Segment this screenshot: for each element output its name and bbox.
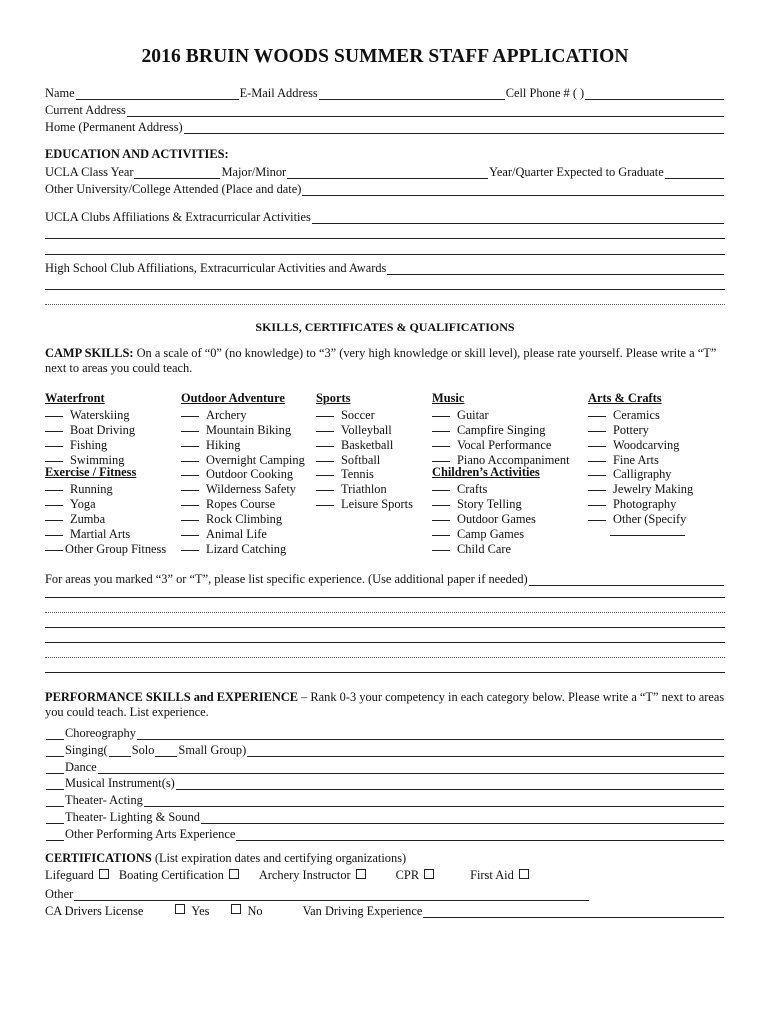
- rating-blank[interactable]: [46, 777, 64, 790]
- skill-item[interactable]: [432, 525, 570, 540]
- other-univ-field[interactable]: [302, 183, 724, 196]
- solo-label: Solo: [131, 743, 155, 757]
- skill-item[interactable]: [316, 451, 413, 466]
- solo-blank[interactable]: [109, 744, 131, 757]
- skill-item[interactable]: [588, 406, 693, 421]
- experience-line-6[interactable]: [45, 672, 725, 673]
- skill-label: Waterskiing: [70, 407, 130, 422]
- rating-blank[interactable]: [432, 451, 450, 462]
- rating-blank[interactable]: [181, 406, 199, 417]
- rating-blank[interactable]: [588, 451, 606, 462]
- instrument-label: Musical Instrument(s): [65, 776, 175, 790]
- clubs-line-2[interactable]: [45, 238, 725, 239]
- rating-blank[interactable]: [46, 794, 64, 807]
- skill-item[interactable]: [181, 465, 305, 480]
- rating-blank[interactable]: [432, 406, 450, 417]
- skill-item[interactable]: [432, 421, 570, 436]
- first-aid-checkbox[interactable]: [519, 869, 529, 879]
- rating-blank[interactable]: [316, 421, 334, 432]
- rating-blank[interactable]: [316, 451, 334, 462]
- personal-row: [45, 84, 725, 100]
- skill-item[interactable]: [316, 495, 413, 510]
- rating-blank[interactable]: [46, 744, 64, 757]
- skill-item[interactable]: [432, 451, 570, 466]
- clubs-line-3[interactable]: [45, 254, 725, 255]
- lighting-label: Theater- Lighting & Sound: [65, 810, 200, 824]
- skill-label: Woodcarving: [613, 437, 680, 452]
- cpr-checkbox[interactable]: [424, 869, 434, 879]
- rating-blank[interactable]: [588, 510, 606, 521]
- cpr-label: CPR: [395, 868, 420, 882]
- skill-label: Camp Games: [457, 527, 525, 542]
- skill-label: Swimming: [70, 452, 125, 467]
- skill-item[interactable]: [181, 436, 305, 451]
- other-univ-label: Other University/College Attended (Place and date): [45, 182, 302, 196]
- major-field[interactable]: [287, 166, 488, 179]
- rating-blank[interactable]: [588, 436, 606, 447]
- skill-label: Other (Specify: [613, 512, 687, 527]
- other-univ-row: [45, 180, 725, 196]
- archery-instructor-checkbox[interactable]: [356, 869, 366, 879]
- rating-blank[interactable]: [432, 525, 450, 536]
- skill-label: Boat Driving: [70, 422, 136, 437]
- license-yes-label: Yes: [191, 904, 210, 918]
- email-label: E-Mail Address: [239, 86, 318, 100]
- hs-line-2[interactable]: [45, 289, 725, 290]
- skill-label: Ceramics: [613, 407, 660, 422]
- skill-label: Archery: [206, 407, 247, 422]
- skill-item[interactable]: [45, 436, 166, 451]
- skill-item[interactable]: [45, 495, 166, 510]
- camp-skills-text: On a scale of “0” (no knowledge) to “3” (very high knowledge or skill level), please rate yourself. Please write a “T” next to areas you could teach.: [45, 346, 717, 375]
- sports-column: [316, 391, 413, 510]
- skill-item[interactable]: [181, 495, 305, 510]
- skill-label: Other Group Fitness: [65, 541, 167, 556]
- rating-blank[interactable]: [432, 510, 450, 521]
- skill-label: Rock Climbing: [206, 512, 283, 527]
- hs-row: [45, 259, 725, 275]
- skill-item[interactable]: [181, 406, 305, 421]
- skill-label: Overnight Camping: [206, 452, 305, 467]
- skill-item[interactable]: [432, 436, 570, 451]
- cell-field[interactable]: [585, 87, 724, 100]
- van-label: Van Driving Experience: [302, 904, 423, 918]
- rating-blank[interactable]: [45, 495, 63, 506]
- skill-item[interactable]: [45, 451, 166, 466]
- instrument-field[interactable]: [176, 777, 724, 790]
- rating-blank[interactable]: [45, 540, 63, 551]
- childrens-header: Children’s Activities: [432, 465, 540, 480]
- skill-label: Wilderness Safety: [206, 482, 296, 497]
- skill-item[interactable]: [588, 421, 693, 436]
- grad-field[interactable]: [665, 166, 724, 179]
- rating-blank[interactable]: [432, 421, 450, 432]
- rating-blank[interactable]: [316, 436, 334, 447]
- specific-experience-row: [45, 570, 725, 586]
- experience-line-5[interactable]: [45, 657, 725, 658]
- skill-label: Softball: [341, 452, 381, 467]
- experience-line-2[interactable]: [45, 612, 725, 613]
- singing-field[interactable]: [247, 744, 724, 757]
- license-no-checkbox[interactable]: [231, 904, 241, 914]
- rating-blank[interactable]: [432, 480, 450, 491]
- skill-label: Fishing: [70, 437, 108, 452]
- certification-checkboxes: [45, 868, 725, 883]
- outdoor-column: [181, 391, 305, 555]
- other-cert-label: Other: [45, 887, 74, 901]
- class-year-field[interactable]: [134, 166, 220, 179]
- license-yes-checkbox[interactable]: [175, 904, 185, 914]
- skill-item[interactable]: [316, 406, 413, 421]
- skill-item[interactable]: [181, 510, 305, 525]
- skill-label: Running: [70, 482, 113, 497]
- rating-blank[interactable]: [46, 761, 64, 774]
- home-address-row: [45, 118, 725, 134]
- instrument-row: [45, 774, 725, 790]
- skill-label: Outdoor Cooking: [206, 467, 294, 482]
- group-blank[interactable]: [155, 744, 177, 757]
- lifeguard-label: Lifeguard: [45, 868, 94, 882]
- skill-label: Triathlon: [341, 482, 387, 497]
- grad-label: Year/Quarter Expected to Graduate: [489, 165, 664, 179]
- lifeguard-checkbox[interactable]: [99, 869, 109, 879]
- rating-blank[interactable]: [45, 525, 63, 536]
- skill-item[interactable]: [181, 540, 305, 555]
- skill-label: Outdoor Games: [457, 512, 536, 527]
- skill-label: Calligraphy: [613, 467, 672, 482]
- skill-label: Animal Life: [206, 527, 267, 542]
- email-field[interactable]: [319, 87, 505, 100]
- arts-column: [588, 391, 693, 540]
- exercise-header: Exercise / Fitness: [45, 465, 137, 480]
- skill-item[interactable]: [588, 465, 693, 480]
- skill-label: Mountain Biking: [206, 422, 292, 437]
- camp-skills-intro: [45, 346, 725, 376]
- skill-item[interactable]: [588, 480, 693, 495]
- major-label: Major/Minor: [221, 165, 287, 179]
- skill-item[interactable]: [588, 495, 693, 510]
- other-cert-row: [45, 885, 590, 901]
- acting-label: Theater- Acting: [65, 793, 143, 807]
- skill-label: Crafts: [457, 482, 488, 497]
- license-label: CA Drivers License: [45, 904, 144, 918]
- skill-label: Piano Accompaniment: [457, 452, 570, 467]
- specific-experience-field[interactable]: [529, 573, 724, 586]
- rating-blank[interactable]: [588, 406, 606, 417]
- class-year-label: UCLA Class Year: [45, 165, 134, 179]
- current-address-field[interactable]: [127, 104, 724, 117]
- rating-blank[interactable]: [316, 465, 334, 476]
- clubs-field[interactable]: [312, 211, 724, 224]
- home-address-label: Home (Permanent Address): [45, 120, 183, 134]
- rating-blank[interactable]: [588, 495, 606, 506]
- rating-blank[interactable]: [432, 495, 450, 506]
- choreography-row: [45, 724, 725, 740]
- form-title: 2016 BRUIN WOODS SUMMER STAFF APPLICATION: [141, 46, 629, 67]
- rating-blank[interactable]: [45, 510, 63, 521]
- skill-item[interactable]: [588, 451, 693, 466]
- other-specify-field[interactable]: [588, 525, 693, 540]
- skill-label: Yoga: [70, 497, 96, 512]
- license-row: [45, 902, 725, 918]
- hs-label: High School Club Affiliations, Extracurricular Activities and Awards: [45, 261, 387, 275]
- lighting-row: [45, 808, 725, 824]
- rating-blank[interactable]: [316, 406, 334, 417]
- certifications-intro: [45, 851, 725, 866]
- skill-item[interactable]: [45, 510, 166, 525]
- skill-item[interactable]: [432, 495, 570, 510]
- skill-item[interactable]: [316, 421, 413, 436]
- rating-blank[interactable]: [45, 480, 63, 491]
- van-field[interactable]: [423, 905, 724, 918]
- sports-header: Sports: [316, 391, 351, 405]
- skill-label: Photography: [613, 497, 677, 512]
- certifications-label: CERTIFICATIONS: [45, 851, 152, 865]
- rating-blank[interactable]: [46, 828, 64, 841]
- hs-line-3[interactable]: [45, 304, 725, 305]
- archery-instructor-label: Archery Instructor: [258, 868, 351, 882]
- clubs-row: [45, 208, 725, 224]
- first-aid-label: First Aid: [470, 868, 514, 882]
- rating-blank[interactable]: [181, 540, 199, 551]
- skill-item[interactable]: [45, 421, 166, 436]
- skill-item[interactable]: [45, 540, 166, 555]
- skill-item[interactable]: [316, 465, 413, 480]
- performance-text: – Rank 0-3 your competency in each category below. Please write a “T” next to areas you could teach. List experience.: [45, 690, 725, 719]
- skill-label: Fine Arts: [613, 452, 659, 467]
- rating-blank[interactable]: [181, 495, 199, 506]
- rating-blank[interactable]: [588, 465, 606, 476]
- skill-item[interactable]: [432, 510, 570, 525]
- skill-item[interactable]: [181, 451, 305, 466]
- skill-item[interactable]: [588, 436, 693, 451]
- skill-label: Soccer: [341, 407, 375, 422]
- rating-blank[interactable]: [316, 480, 334, 491]
- rating-blank[interactable]: [181, 421, 199, 432]
- choreography-field[interactable]: [137, 727, 724, 740]
- skill-label: Basketball: [341, 437, 394, 452]
- boating-label: Boating Certification: [118, 868, 224, 882]
- outdoor-header: Outdoor Adventure: [181, 391, 285, 405]
- experience-line-3[interactable]: [45, 627, 725, 628]
- skill-item[interactable]: [432, 540, 570, 555]
- home-address-field[interactable]: [184, 121, 724, 134]
- rating-blank[interactable]: [46, 811, 64, 824]
- rating-blank[interactable]: [316, 495, 334, 506]
- skill-label: Volleyball: [341, 422, 392, 437]
- skill-item[interactable]: [432, 480, 570, 495]
- rating-blank[interactable]: [432, 540, 450, 551]
- specific-experience-label: For areas you marked “3” or “T”, please list specific experience. (Use additional paper if needed): [45, 572, 528, 586]
- hs-field[interactable]: [387, 262, 724, 275]
- lighting-field[interactable]: [201, 811, 724, 824]
- current-address-row: [45, 101, 725, 117]
- waterfront-column: [45, 391, 166, 555]
- skill-label: Hiking: [206, 437, 241, 452]
- name-label: Name: [45, 86, 75, 100]
- skill-label: Story Telling: [457, 497, 522, 512]
- music-column: [432, 391, 570, 555]
- dance-field[interactable]: [98, 761, 724, 774]
- other-performing-row: [45, 825, 725, 841]
- other-cert-field[interactable]: [74, 888, 589, 901]
- singing-label: Singing(: [65, 743, 108, 757]
- rating-blank[interactable]: [45, 451, 63, 462]
- skill-label: Jewelry Making: [613, 482, 694, 497]
- rating-blank[interactable]: [45, 406, 63, 417]
- skill-label: Campfire Singing: [457, 422, 546, 437]
- singing-row: [45, 741, 725, 757]
- skill-item[interactable]: [316, 436, 413, 451]
- skill-label: Martial Arts: [70, 527, 131, 542]
- skill-item[interactable]: [588, 510, 693, 525]
- skill-label: Pottery: [613, 422, 649, 437]
- other-performing-field[interactable]: [236, 828, 724, 841]
- skill-item[interactable]: [432, 406, 570, 421]
- dance-row: [45, 758, 725, 774]
- skill-item[interactable]: [181, 480, 305, 495]
- skills-heading: SKILLS, CERTIFICATES & QUALIFICATIONS: [255, 320, 515, 334]
- rating-blank[interactable]: [46, 727, 64, 740]
- rating-blank[interactable]: [432, 436, 450, 447]
- small-group-label: Small Group): [178, 743, 247, 757]
- experience-line-4[interactable]: [45, 642, 725, 643]
- rating-blank[interactable]: [181, 451, 199, 462]
- rating-blank[interactable]: [588, 421, 606, 432]
- cell-label: Cell Phone # ( ): [505, 86, 585, 100]
- choreography-label: Choreography: [65, 726, 136, 740]
- arts-header: Arts & Crafts: [588, 391, 662, 405]
- skill-item[interactable]: [316, 480, 413, 495]
- waterfront-header: Waterfront: [45, 391, 105, 405]
- skill-item[interactable]: [45, 480, 166, 495]
- dance-label: Dance: [65, 760, 97, 774]
- skill-label: Leisure Sports: [341, 497, 413, 512]
- class-year-row: [45, 163, 725, 179]
- rating-blank[interactable]: [45, 421, 63, 432]
- other-performing-label: Other Performing Arts Experience: [65, 827, 236, 841]
- rating-blank[interactable]: [588, 480, 606, 491]
- performance-intro: [45, 690, 725, 720]
- rating-blank[interactable]: [181, 525, 199, 536]
- skill-item[interactable]: [45, 406, 166, 421]
- performance-label: PERFORMANCE SKILLS and EXPERIENCE: [45, 690, 299, 704]
- current-address-label: Current Address: [45, 103, 126, 117]
- rating-blank[interactable]: [181, 436, 199, 447]
- clubs-label: UCLA Clubs Affiliations & Extracurricular Activities: [45, 210, 311, 224]
- camp-skills-label: CAMP SKILLS:: [45, 346, 134, 360]
- certifications-note: (List expiration dates and certifying organizations): [151, 851, 407, 865]
- skill-label: Vocal Performance: [457, 437, 552, 452]
- experience-line-1[interactable]: [45, 597, 725, 598]
- name-field[interactable]: [76, 87, 239, 100]
- rating-blank[interactable]: [181, 480, 199, 491]
- skill-label: Child Care: [457, 541, 512, 556]
- skill-item[interactable]: [45, 525, 166, 540]
- rating-blank[interactable]: [181, 510, 199, 521]
- boating-checkbox[interactable]: [229, 869, 239, 879]
- skill-item[interactable]: [181, 525, 305, 540]
- skill-label: Ropes Course: [206, 497, 276, 512]
- rating-blank[interactable]: [181, 465, 199, 476]
- acting-row: [45, 791, 725, 807]
- acting-field[interactable]: [144, 794, 724, 807]
- education-heading: EDUCATION AND ACTIVITIES:: [45, 147, 229, 161]
- rating-blank[interactable]: [45, 436, 63, 447]
- skill-label: Guitar: [457, 407, 489, 422]
- license-no-label: No: [247, 904, 263, 918]
- skill-label: Lizard Catching: [206, 541, 287, 556]
- skill-label: Tennis: [341, 467, 374, 482]
- skill-label: Zumba: [70, 512, 106, 527]
- skill-item[interactable]: [181, 421, 305, 436]
- music-header: Music: [432, 391, 465, 405]
